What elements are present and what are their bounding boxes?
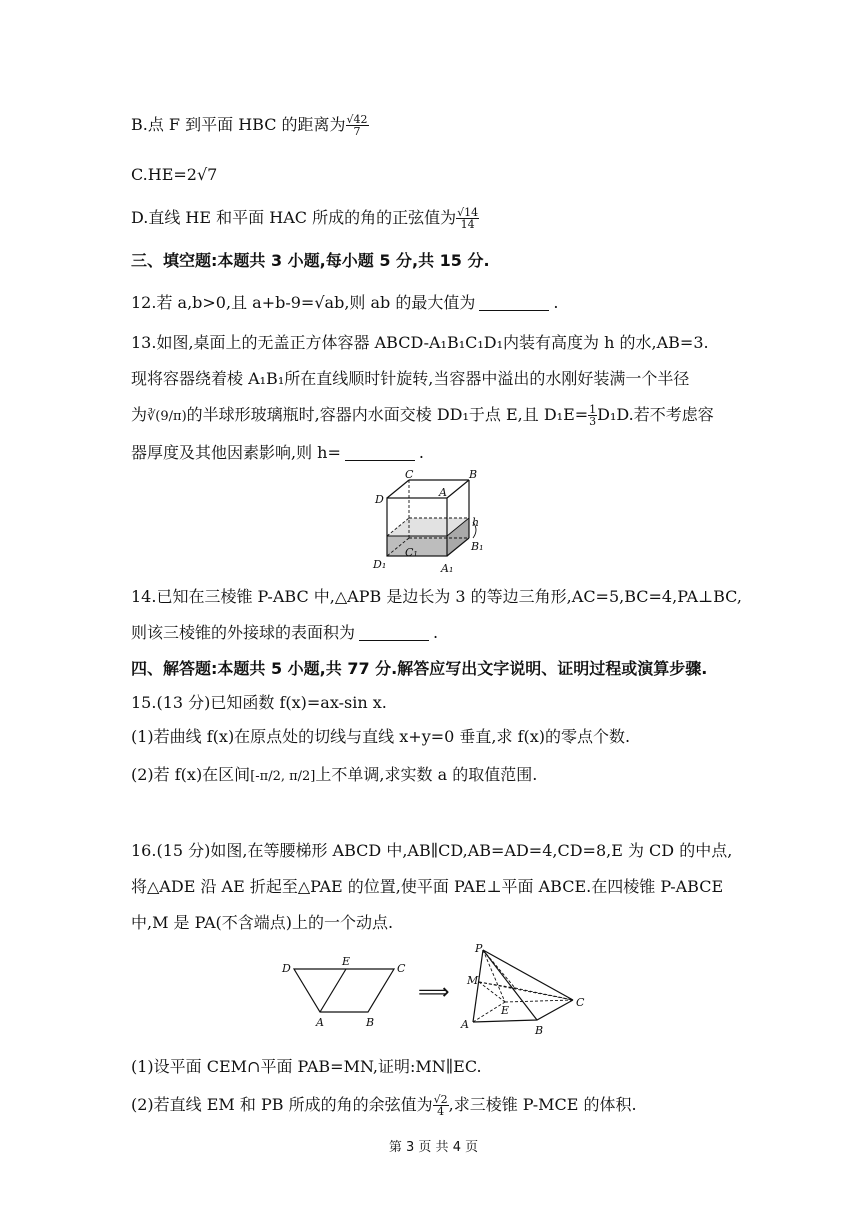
cube-container-figure	[365, 470, 505, 580]
fraction	[456, 207, 479, 230]
cube-root-expression: ∛(9/π)	[147, 409, 187, 424]
question-13-line-2: 现将容器绕着棱 A₁B₁所在直线顺时针旋转,当容器中溢出的水刚好装满一个半径	[131, 369, 690, 388]
label-M: M	[467, 974, 479, 987]
question-16-line-2: 将△ADE 沿 AE 折起至△PAE 的位置,使平面 PAE⊥平面 ABCE.在四棱锥 P-ABCE	[131, 877, 724, 896]
label-E: E	[501, 1004, 510, 1017]
label-B: B	[366, 1016, 375, 1029]
q16-2-text-b: ,求三棱锥 P-MCE 的体积.	[448, 1095, 637, 1114]
option-c: C.HE=2√7	[131, 165, 218, 184]
interval-expression: [-π/2, π/2]	[250, 769, 316, 784]
question-14-line-1: 14.已知在三棱锥 P-ABC 中,△APB 是边长为 3 的等边三角形,AC=5,BC=4,PA⊥BC,	[131, 587, 742, 606]
numerator: √2	[433, 1093, 448, 1106]
q13-text-c: D₁D.若不考虑容	[597, 405, 714, 424]
label-h: h	[472, 516, 480, 529]
question-16-part-2	[131, 1094, 637, 1117]
answer-blank	[479, 294, 549, 311]
question-14-line-2	[131, 622, 438, 644]
fraction	[346, 114, 369, 137]
label-B1: B₁	[471, 540, 484, 553]
label-C: C	[576, 996, 585, 1009]
label-A: A	[439, 486, 447, 499]
label-B: B	[535, 1024, 544, 1037]
label-D: D	[375, 493, 384, 506]
q15-2-text-b: 上不单调,求实数 a 的取值范围.	[315, 765, 538, 784]
label-C1: C₁	[405, 546, 418, 559]
denominator: 7	[353, 125, 361, 138]
q13-text-a: 为	[131, 405, 148, 424]
period: .	[553, 293, 559, 312]
q13-text-b: 的半球形玻璃瓶时,容器内水面交棱 DD₁于点 E,且 D₁E=	[186, 405, 589, 424]
pyramid-figure	[455, 940, 595, 1040]
option-b-text: B.点 F 到平面 HBC 的距离为	[131, 115, 346, 134]
period: .	[418, 443, 424, 462]
q15-2-text-a: (2)若 f(x)在区间	[131, 765, 251, 784]
answer-blank	[345, 444, 415, 461]
question-15-part-1: (1)若曲线 f(x)在原点处的切线与直线 x+y=0 垂直,求 f(x)的零点个数.	[131, 727, 631, 746]
denominator: 4	[437, 1105, 445, 1118]
question-16-line-1: 16.(15 分)如图,在等腰梯形 ABCD 中,AB∥CD,AB=AD=4,CD=8,E 为 CD 的中点,	[131, 841, 733, 860]
question-12	[131, 292, 558, 314]
section-4-heading: 四、解答题:本题共 5 小题,共 77 分.解答应写出文字说明、证明过程或演算步骤.	[131, 659, 708, 678]
trapezoid-figure	[270, 955, 420, 1035]
label-E: E	[342, 955, 351, 968]
period: .	[433, 623, 439, 642]
q13-text-d: 器厚度及其他因素影响,则 h=	[131, 443, 341, 462]
question-13-line-1: 13.如图,桌面上的无盖正方体容器 ABCD-A₁B₁C₁D₁内装有高度为 h 的水,AB=3.	[131, 333, 709, 352]
label-C: C	[405, 470, 414, 481]
q14-text: 则该三棱锥的外接球的表面积为	[131, 623, 356, 642]
label-B: B	[469, 470, 478, 481]
label-P: P	[475, 942, 483, 955]
transform-arrow: ⟹	[418, 980, 450, 1005]
q16-2-text-a: (2)若直线 EM 和 PB 所成的角的余弦值为	[131, 1095, 433, 1114]
question-13-line-4	[131, 442, 424, 464]
fraction	[433, 1094, 449, 1117]
numerator: 1	[589, 403, 597, 416]
label-A: A	[461, 1018, 469, 1031]
label-D: D	[282, 962, 291, 975]
fraction	[588, 404, 597, 427]
question-15: 15.(13 分)已知函数 f(x)=ax-sin x.	[131, 693, 387, 712]
denominator: 3	[589, 415, 597, 428]
section-3-heading: 三、填空题:本题共 3 小题,每小题 5 分,共 15 分.	[131, 251, 490, 270]
label-D1: D₁	[373, 558, 387, 571]
page-footer: 第 3 页 共 4 页	[388, 1140, 479, 1155]
question-13-line-3	[131, 404, 714, 428]
question-16-line-3: 中,M 是 PA(不含端点)上的一个动点.	[131, 913, 394, 932]
answer-blank	[359, 624, 429, 641]
label-A1: A₁	[441, 562, 454, 575]
numerator: √42	[346, 113, 368, 126]
question-12-text: 12.若 a,b>0,且 a+b-9=√ab,则 ab 的最大值为	[131, 293, 476, 312]
option-b	[131, 114, 369, 137]
trapezoid-ABCD	[294, 969, 394, 1012]
denominator: 14	[460, 218, 475, 231]
question-16-part-1: (1)设平面 CEM∩平面 PAB=MN,证明:MN∥EC.	[131, 1057, 482, 1076]
question-15-part-2	[131, 764, 537, 788]
label-C: C	[397, 962, 406, 975]
option-d-text: D.直线 HE 和平面 HAC 所成的角的正弦值为	[131, 208, 457, 227]
option-d	[131, 207, 479, 230]
label-A: A	[316, 1016, 324, 1029]
numerator: √14	[457, 206, 479, 219]
